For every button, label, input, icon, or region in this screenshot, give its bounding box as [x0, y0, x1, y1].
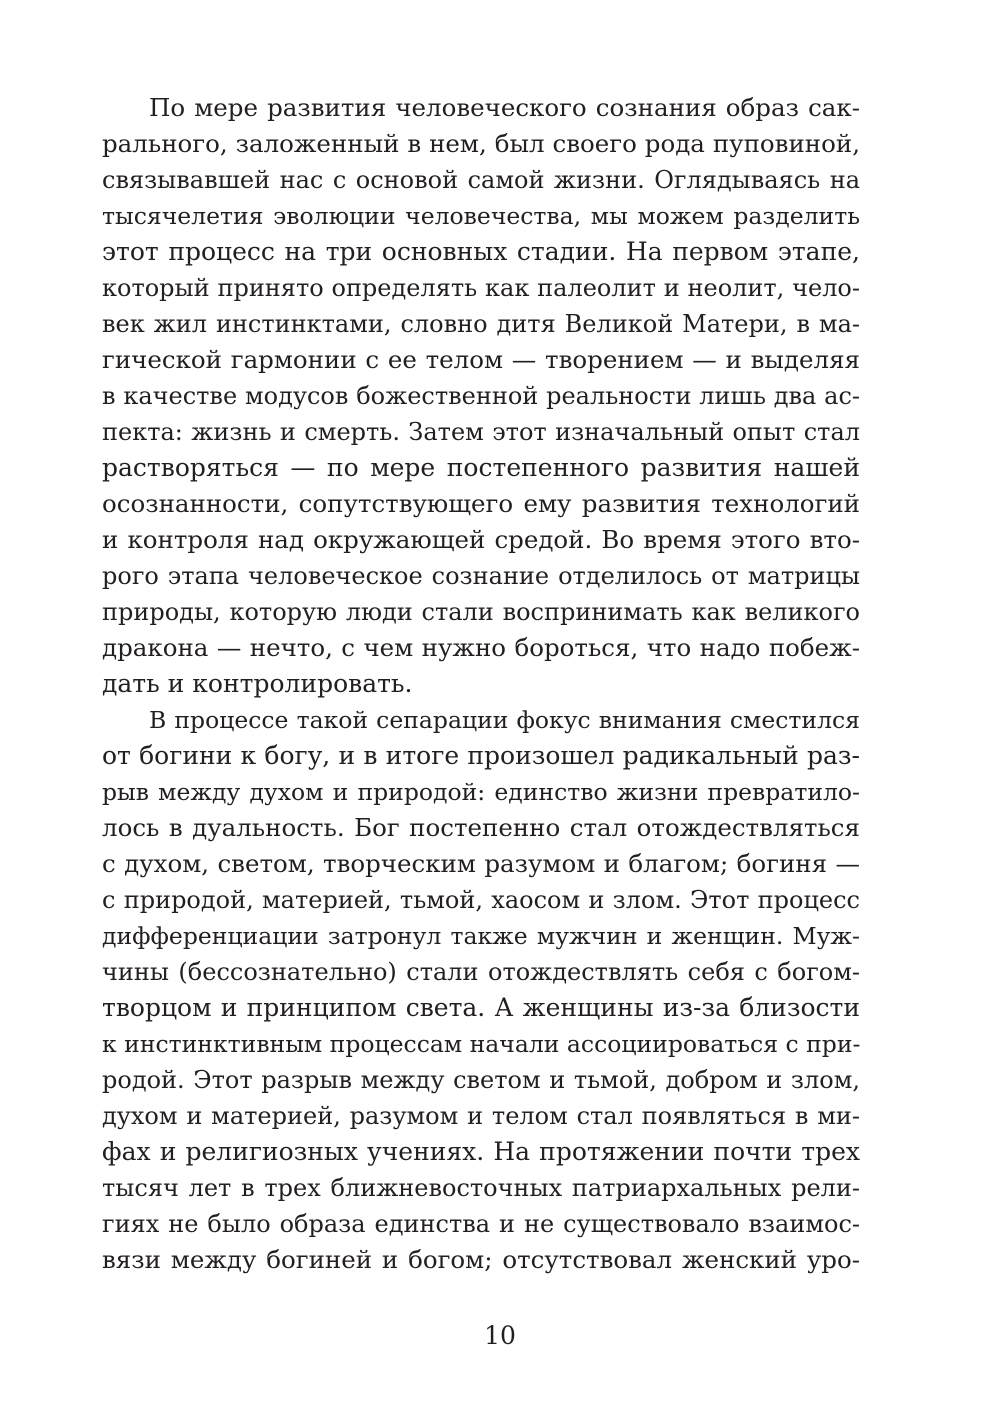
text-line: к инстинктивным процессам начали ассоциироваться с при- — [102, 1030, 861, 1058]
text-line: век жил инстинктами, словно дитя Великой Матери, в ма- — [102, 310, 860, 338]
text-line: природы, которую люди стали воспринимать как великого — [102, 598, 860, 626]
text-line: от богини к богу, и в итоге произошел радикальный раз- — [102, 741, 860, 770]
text-line: чины (бессознательно) стали отождествлять себя с богом- — [102, 958, 860, 986]
text-line: фах и религиозных учениях. На протяжении почти трех — [102, 1137, 860, 1166]
text-line: рального, заложенный в нем, был своего рода пуповиной, — [102, 129, 860, 158]
page-number: 10 — [484, 1321, 516, 1350]
text-line: По мере развития человеческого сознания образ сак- — [149, 93, 860, 122]
text-line: этот процесс на три основных стадии. На первом этапе, — [102, 237, 860, 266]
text-line: тысяч лет в трех ближневосточных патриархальных рели- — [102, 1174, 860, 1202]
text-line: родой. Этот разрыв между светом и тьмой, добром и злом, — [102, 1066, 860, 1094]
text-line: гической гармонии с ее телом — творением — и выделяя — [102, 345, 860, 374]
text-line: творцом и принципом света. А женщины из-за близости — [102, 993, 860, 1022]
text-line: и контроля над окружающей средой. Во время этого вто- — [102, 525, 860, 554]
text-line: связывавшей нас с основой самой жизни. Оглядываясь на — [102, 166, 860, 194]
text-line: с духом, светом, творческим разумом и благом; богиня — — [102, 849, 860, 878]
text-line: рыв между духом и природой: единство жизни превратило- — [102, 778, 860, 806]
text-line: рого этапа человеческое сознание отделилось от матрицы — [102, 562, 860, 590]
text-line: который принято определять как палеолит и неолит, чело- — [102, 274, 860, 302]
text-line: дифференциации затронул также мужчин и женщин. Муж- — [102, 922, 860, 950]
text-line: вязи между богиней и богом; отсутствовал женский уро- — [102, 1245, 860, 1274]
paragraph-1 — [102, 90, 860, 702]
text-line: с природой, материей, тьмой, хаосом и злом. Этот процесс — [102, 886, 860, 914]
text-line: гиях не было образа единства и не существовало взаимос- — [102, 1210, 860, 1238]
paragraph-2 — [102, 702, 860, 1278]
text-line: в качестве модусов божественной реальности лишь два ас- — [102, 382, 860, 410]
text-line: дать и контролировать. — [102, 669, 413, 698]
text-line: осознанности, сопутствующего ему развития технологий — [102, 489, 860, 518]
text-line: пекта: жизнь и смерть. Затем этот изначальный опыт стал — [102, 418, 860, 446]
body-text — [102, 90, 860, 1278]
text-line: дракона — нечто, с чем нужно бороться, что надо побеж- — [102, 633, 860, 662]
text-line: В процессе такой сепарации фокус внимания сместился — [149, 706, 860, 734]
text-line: духом и материей, разумом и телом стал появляться в ми- — [102, 1102, 860, 1130]
text-line: тысячелетия эволюции человечества, мы можем разделить — [102, 202, 860, 230]
text-line: лось в дуальность. Бог постепенно стал отождествляться — [102, 813, 860, 842]
text-line: растворяться — по мере постепенного развития нашей — [102, 453, 860, 482]
